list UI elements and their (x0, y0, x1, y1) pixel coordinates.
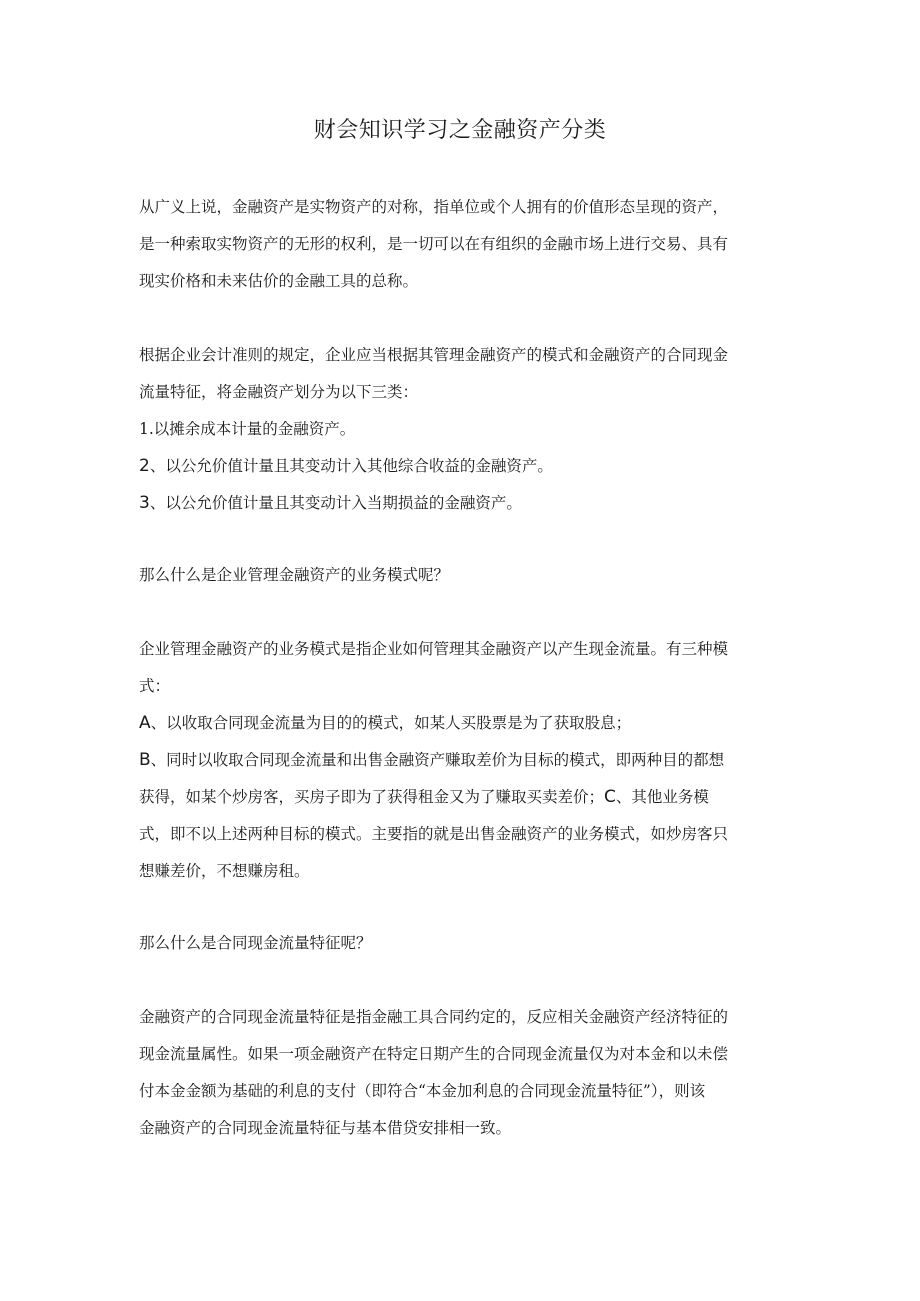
text-line: 现金流量属性。如果一项金融资产在特定日期产生的合同现金流量仅为对本金和以未偿 (139, 1045, 729, 1063)
question-business-model (139, 557, 785, 594)
question-cash-flow (139, 925, 785, 962)
document-title: 财会知识学习之金融资产分类 (313, 118, 607, 143)
list-item-text: 获得，如某个炒房客，买房子即为了获得租金又为了赚取买卖差价； (139, 788, 605, 806)
list-item-a (139, 705, 785, 742)
text-line: 金融资产的合同现金流量特征是指金融工具合同约定的，反应相关金融资产经济特征的 (139, 1008, 729, 1026)
text-line: 是一种索取实物资产的无形的权利，是一切可以在有组织的金融市场上进行交易、具有 (139, 235, 729, 253)
paragraph-definition (139, 189, 785, 300)
list-marker: A (139, 713, 151, 733)
text-line: 那么什么是合同现金流量特征呢？ (139, 934, 372, 952)
text-line: 现实价格和未来估价的金融工具的总称。 (139, 272, 419, 290)
text-line: 金融资产的合同现金流量特征与基本借贷安排相一致。 (139, 1119, 512, 1137)
text-line: 流量特征，将金融资产划分为以下三类： (139, 383, 419, 401)
text-line: 式： (139, 677, 171, 695)
paragraph-classification (139, 337, 785, 522)
text-line (139, 779, 785, 816)
list-item-text: 、同时以收取合同现金流量和出售金融资产赚取差价为目标的模式，即两种目的都想 (150, 751, 725, 769)
list-item-b (139, 742, 785, 779)
list-marker: C (604, 787, 616, 807)
list-item-text: 、以公允价值计量且其变动计入当期损益的金融资产。 (149, 494, 522, 512)
text-line: 企业管理金融资产的业务模式是指企业如何管理其金融资产以产生现金流量。有三种模 (139, 640, 729, 658)
text-line: 想赚差价，不想赚房租。 (139, 862, 310, 880)
list-marker: 3 (139, 493, 150, 513)
list-item-2 (139, 448, 785, 485)
list-marker: 2 (139, 456, 150, 476)
list-item-text: 、以公允价值计量且其变动计入其他综合收益的金融资产。 (149, 457, 553, 475)
list-item-text: 、其他业务模 (615, 788, 709, 806)
list-item-1: 1.以摊余成本计量的金融资产。 (139, 420, 356, 438)
text-line: 付本金金额为基础的利息的支付（即符合“本金加利息的合同现金流量特征”），则该 (139, 1082, 706, 1100)
list-marker: B (139, 750, 151, 770)
text-line: 式，即不以上述两种目标的模式。主要指的就是出售金融资产的业务模式，如炒房客只 (139, 825, 729, 843)
paragraph-business-model (139, 631, 785, 890)
text-line: 根据企业会计准则的规定，企业应当根据其管理金融资产的模式和金融资产的合同现金 (139, 346, 729, 364)
paragraph-cash-flow (139, 999, 785, 1147)
text-line: 那么什么是企业管理金融资产的业务模式呢？ (139, 566, 450, 584)
list-item-3 (139, 485, 785, 522)
list-item-text: 、以收取合同现金流量为目的的模式，如某人买股票是为了获取股息； (150, 714, 632, 732)
text-line: 从广义上说，金融资产是实物资产的对称，指单位或个人拥有的价值形态呈现的资产， (139, 198, 729, 216)
